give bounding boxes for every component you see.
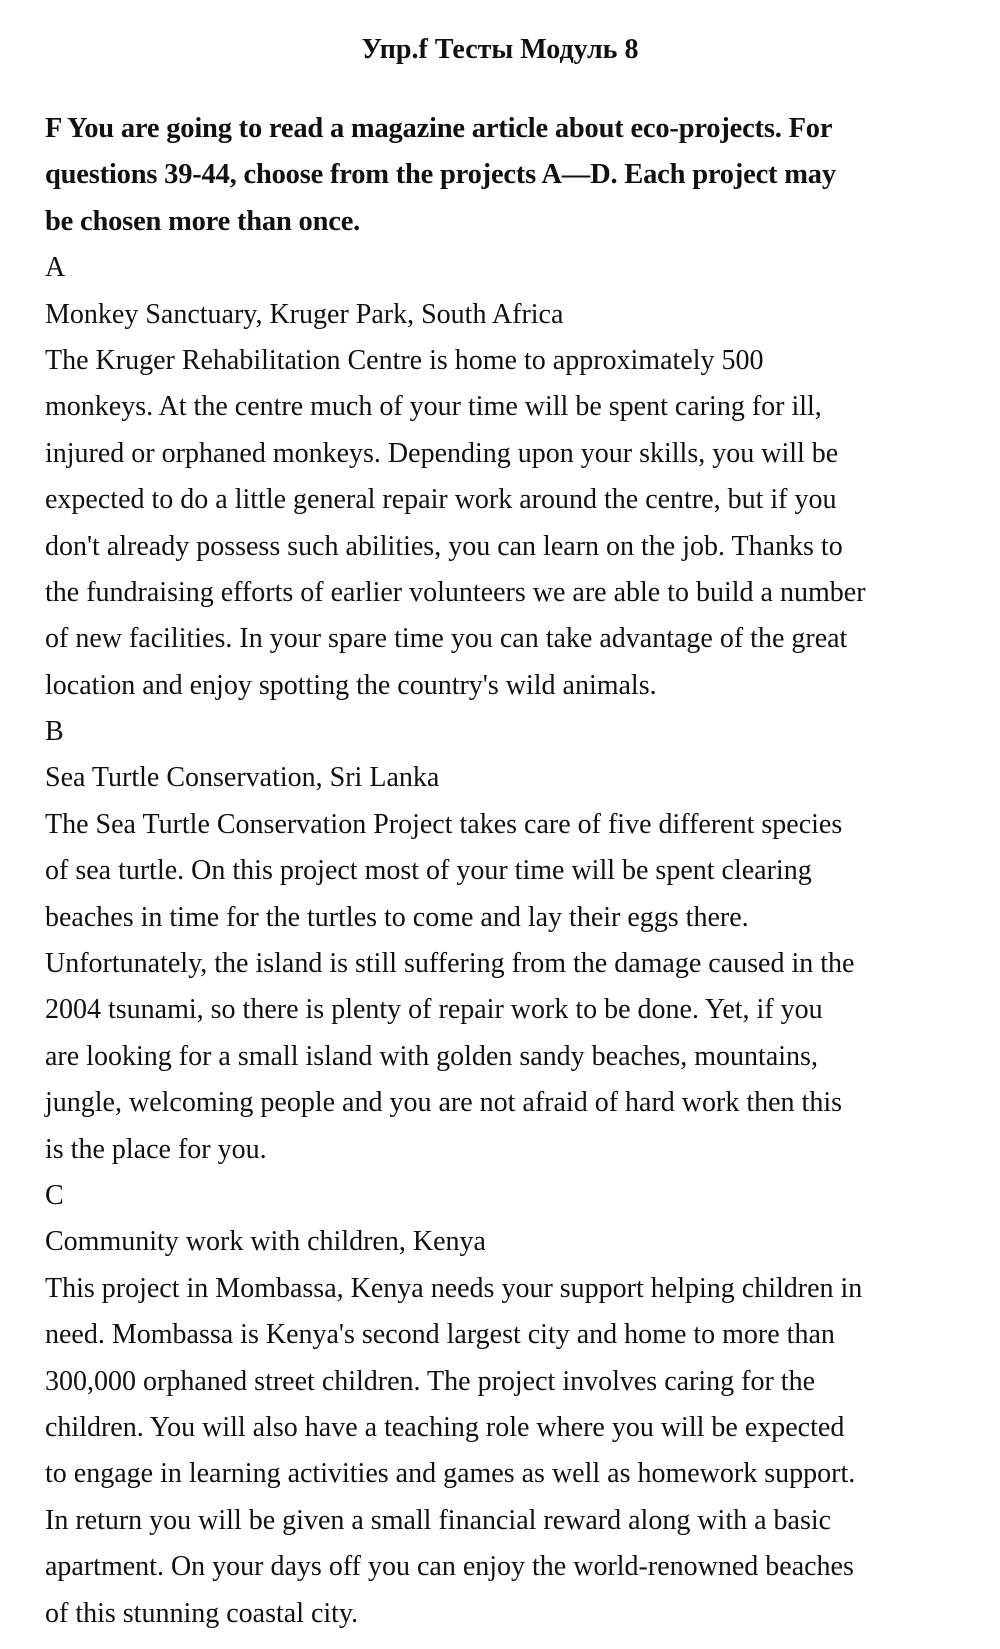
page-title: Упр.f Тесты Модуль 8 <box>361 34 639 65</box>
project-text-line: In return you will be given a small financial reward along with a basic <box>45 1504 832 1536</box>
project-a <box>45 245 985 709</box>
project-text-line: the fundraising efforts of earlier volunteers we are able to build a number <box>45 576 866 608</box>
project-text-line: need. Mombassa is Kenya's second largest city and home to more than <box>45 1319 835 1351</box>
project-name: Monkey Sanctuary, Kruger Park, South Africa <box>45 298 564 330</box>
project-name: Community work with children, Kenya <box>45 1226 486 1258</box>
project-text-line: 2004 tsunami, so there is plenty of repair work to be done. Yet, if you <box>45 994 823 1026</box>
instruction-line: questions 39-44, choose from the projects A—D. Each project may <box>45 159 836 191</box>
instruction-line: be chosen more than once. <box>45 205 361 237</box>
project-text-line: This project in Mombassa, Kenya needs your support helping children in <box>45 1272 863 1304</box>
project-letter: C <box>45 1179 64 1211</box>
project-text-line: injured or orphaned monkeys. Depending upon your skills, you will be <box>45 437 839 469</box>
project-b <box>45 709 985 1173</box>
project-letter: B <box>45 716 64 748</box>
project-c <box>45 1173 985 1637</box>
task-instructions <box>45 106 985 245</box>
project-text-line: of new facilities. In your spare time you can take advantage of the great <box>45 623 848 655</box>
project-text-line: expected to do a little general repair work around the centre, but if you <box>45 484 837 516</box>
project-text-line: The Sea Turtle Conservation Project takes care of five different species <box>45 808 843 840</box>
project-text-line: The Kruger Rehabilitation Centre is home to approximately 500 <box>45 344 764 376</box>
project-text-line: apartment. On your days off you can enjoy the world-renowned beaches <box>45 1551 854 1583</box>
project-text-line: children. You will also have a teaching role where you will be expected <box>45 1411 845 1443</box>
document-body <box>45 106 985 1637</box>
projects-list <box>45 245 985 1637</box>
project-text-line: is the place for you. <box>45 1133 267 1165</box>
project-text-line: Unfortunately, the island is still suffering from the damage caused in the <box>45 948 855 980</box>
project-text-line: are looking for a small island with golden sandy beaches, mountains, <box>45 1040 818 1072</box>
project-text-line: beaches in time for the turtles to come and lay their eggs there. <box>45 901 749 933</box>
instruction-line: F You are going to read a magazine article about eco-projects. For <box>45 113 833 144</box>
project-letter: A <box>45 252 66 284</box>
project-text-line: to engage in learning activities and games as well as homework support. <box>45 1458 856 1490</box>
project-name: Sea Turtle Conservation, Sri Lanka <box>45 762 440 794</box>
project-text-line: jungle, welcoming people and you are not afraid of hard work then this <box>45 1087 842 1119</box>
project-text-line: don't already possess such abilities, you can learn on the job. Thanks to <box>45 530 843 562</box>
project-text-line: 300,000 orphaned street children. The project involves caring for the <box>45 1365 816 1397</box>
project-text-line: of this stunning coastal city. <box>45 1597 359 1629</box>
project-text-line: of sea turtle. On this project most of your time will be spent clearing <box>45 855 812 887</box>
project-text-line: location and enjoy spotting the country's wild animals. <box>45 669 657 701</box>
project-text-line: monkeys. At the centre much of your time will be spent caring for ill, <box>45 391 822 423</box>
